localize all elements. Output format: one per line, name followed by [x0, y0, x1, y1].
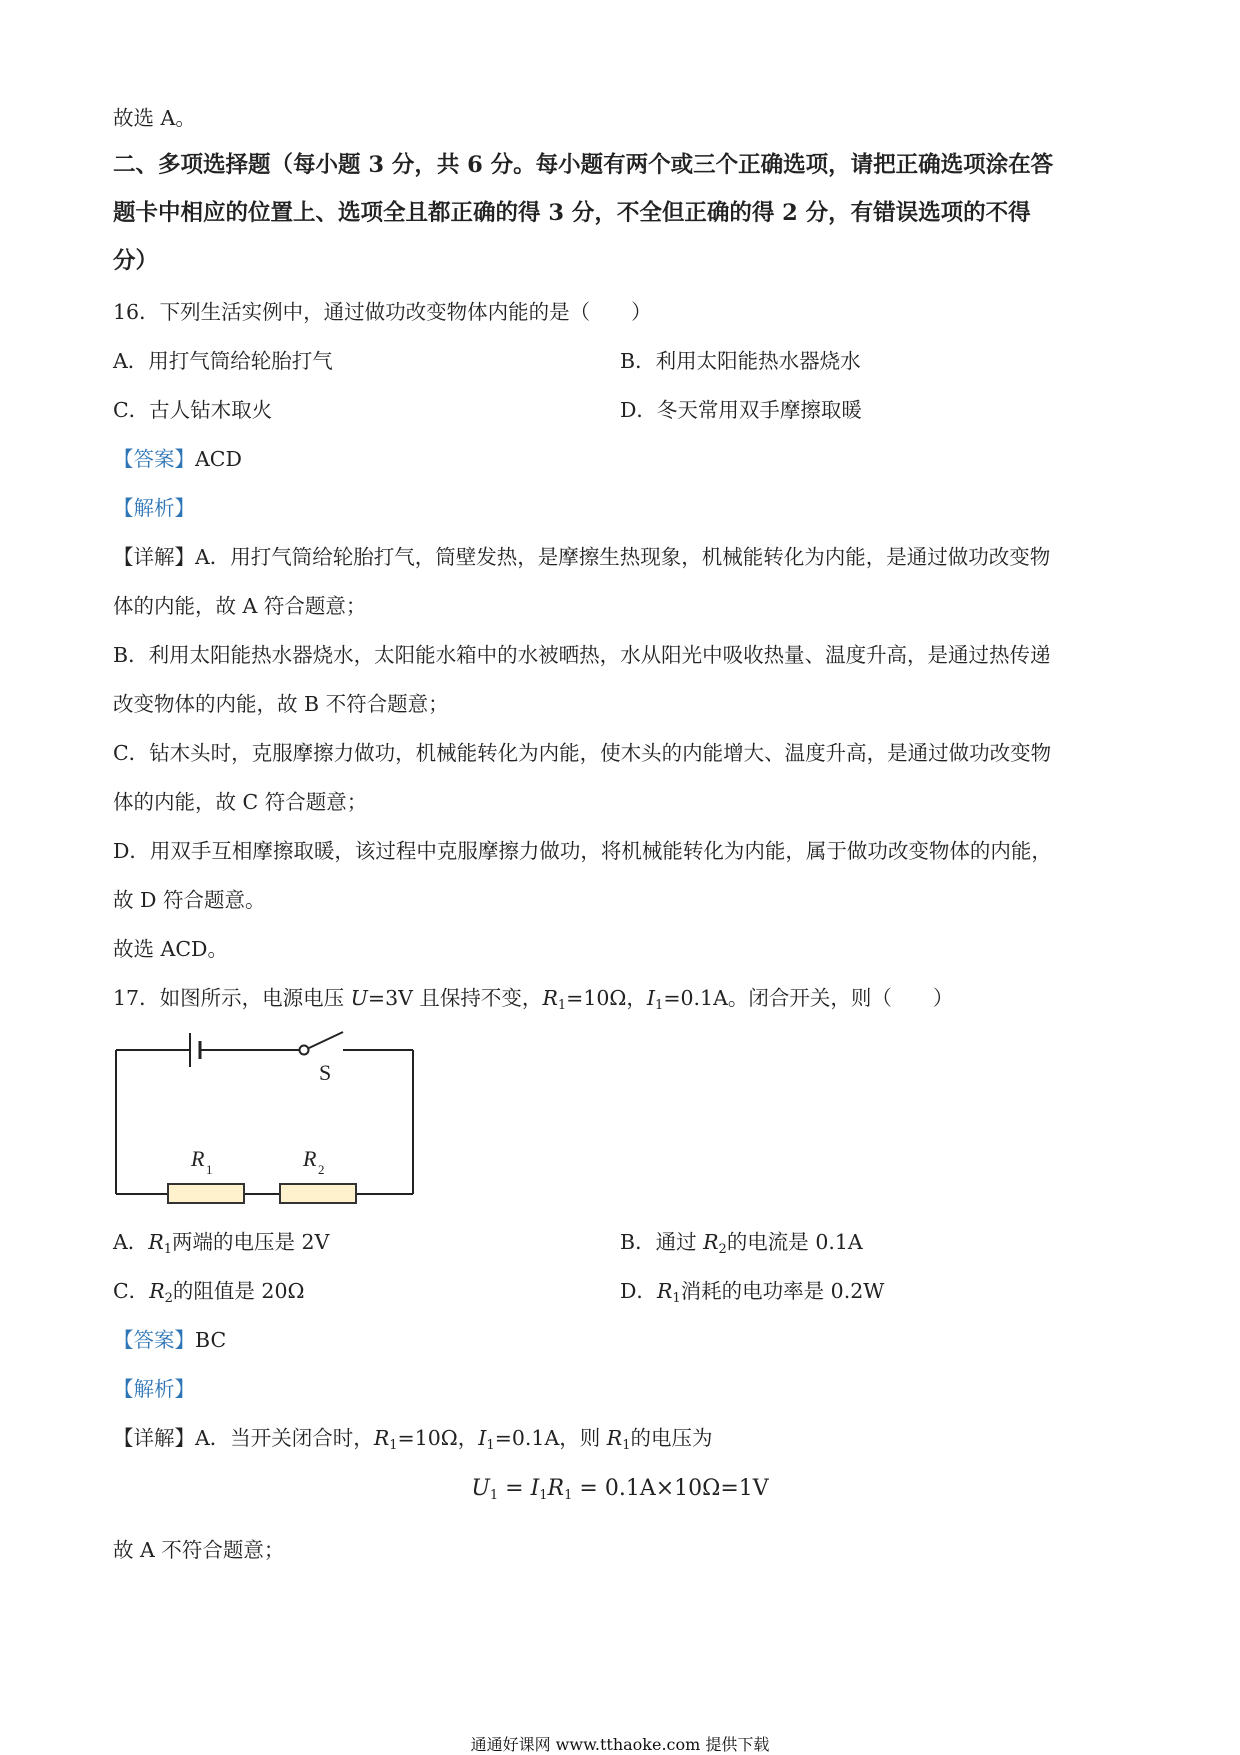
q16-detail-3: B．利用太阳能热水器烧水，太阳能水箱中的水被晒热，水从阳光中吸收热量、温度升高，是通过热传递 — [113, 643, 1051, 667]
switch-contact — [300, 1046, 309, 1055]
q16-option-d: D．冬天常用双手摩擦取暖 — [620, 398, 862, 422]
resistor-r1 — [168, 1184, 244, 1203]
q16-detail-5: C．钻木头时，克服摩擦力做功，机械能转化为内能，使木头的内能增大、温度升高，是通过做功改变物 — [113, 741, 1052, 765]
q17-detail-2: 故 A 不符合题意； — [113, 1538, 285, 1562]
question-17: 17．如图所示，电源电压 U=3V 且保持不变，$R_1=10\Omega$，$I_1=0.1A$。闭合开关，则（ ） — [113, 986, 954, 1013]
q16-detail-8: 故 D 符合题意。 — [113, 888, 266, 912]
q16-detail-7: D．用双手互相摩擦取暖，该过程中克服摩擦力做功，将机械能转化为内能，属于做功改变物体的内能， — [113, 839, 1052, 863]
q17-option-b: B．通过 $R_2$的电流是 0.1A — [620, 1230, 863, 1257]
equation: $U_1 = I_1R_1 = 0.1A\times 10\Omega=1V$ — [471, 1476, 769, 1503]
q17-option-a: A．$R_1$两端的电压是 2V — [113, 1230, 330, 1257]
answer-value: ACD — [195, 447, 242, 471]
switch-label: S — [319, 1060, 332, 1085]
answer-tag: 【答案】 — [113, 1328, 195, 1352]
answer-value: BC — [195, 1328, 227, 1352]
q17-detail-1: 【详解】A．当开关闭合时，$R_1=10\Omega$，$I_1=0.1A$，则 $R_1$的电压为 — [113, 1426, 713, 1453]
r2-label: R — [303, 1146, 317, 1171]
q16-answer — [113, 447, 242, 472]
resistor-r2 — [280, 1184, 356, 1203]
page-footer: 通通好课网 www.tthaoke.com 提供下载 — [470, 1735, 770, 1754]
q16-analysis-tag: 【解析】 — [113, 496, 195, 520]
q16-detail-6: 体的内能，故 C 符合题意； — [113, 790, 368, 814]
switch-blade — [309, 1032, 343, 1048]
q17-option-c: C．$R_2$的阻值是 20Ω — [113, 1279, 305, 1306]
detail-text: A．用打气筒给轮胎打气，筒壁发热，是摩擦生热现象，机械能转化为内能，是通过做功改变物 — [195, 545, 1051, 569]
r1-sub: 1 — [206, 1162, 213, 1177]
r2-sub: 2 — [318, 1162, 325, 1177]
q16-option-c: C．古人钻木取火 — [113, 398, 273, 422]
q16-option-a: A．用打气筒给轮胎打气 — [113, 349, 333, 373]
section-heading-2: 题卡中相应的位置上、选项全且都正确的得 3 分，不全但正确的得 2 分，有错误选项的不得 — [113, 200, 1031, 226]
q16-detail-4: 改变物体的内能，故 B 不符合题意； — [113, 692, 449, 716]
line-select-a: 故选 A。 — [113, 106, 196, 130]
section-heading-3: 分） — [113, 248, 159, 274]
q16-option-b: B．利用太阳能热水器烧水 — [620, 349, 861, 373]
q17-answer — [113, 1328, 226, 1353]
q16-select: 故选 ACD。 — [113, 937, 228, 961]
section-heading-1: 二、多项选择题（每小题 3 分，共 6 分。每小题有两个或三个正确选项，请把正确选项涂在答 — [113, 152, 1054, 178]
q16-detail-1 — [113, 545, 1050, 570]
q17-analysis-tag: 【解析】 — [113, 1377, 195, 1401]
detail-tag: 【详解】 — [113, 545, 195, 569]
question-16: 16．下列生活实例中，通过做功改变物体内能的是（ ） — [113, 300, 652, 324]
circuit-diagram — [113, 1030, 423, 1210]
answer-tag: 【答案】 — [113, 447, 195, 471]
q17-option-d: D．$R_1$消耗的电功率是 0.2W — [620, 1279, 885, 1306]
r1-label: R — [191, 1146, 205, 1171]
q16-detail-2: 体的内能，故 A 符合题意； — [113, 594, 367, 618]
